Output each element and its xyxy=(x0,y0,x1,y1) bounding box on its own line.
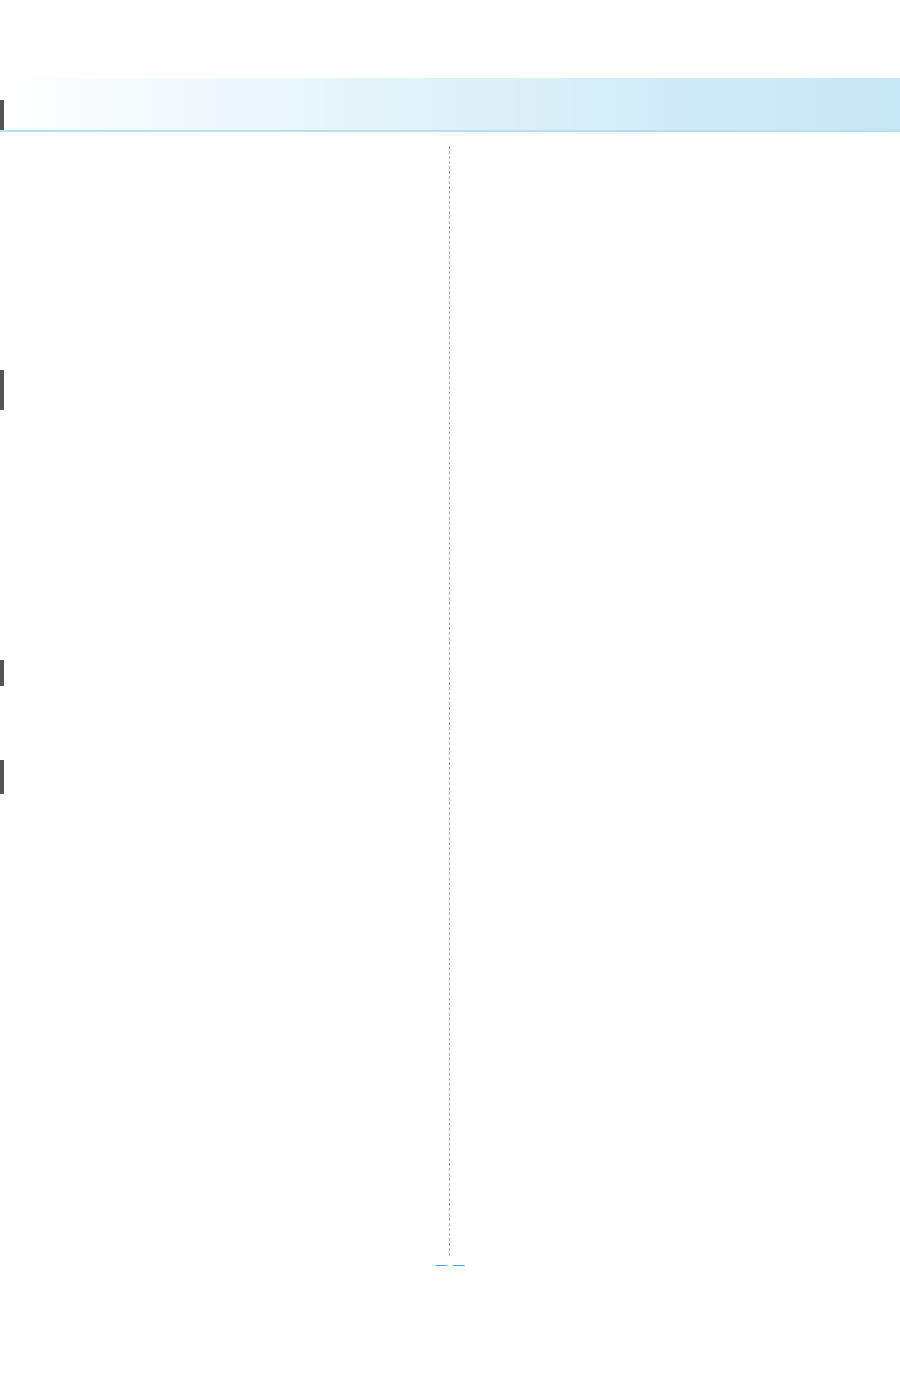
corner-watermark-logo xyxy=(694,1300,894,1386)
page-footer: — — xyxy=(434,1258,466,1273)
header-band xyxy=(0,78,900,132)
running-header xyxy=(854,104,868,120)
column-divider xyxy=(449,146,450,1256)
binding-edge-marks xyxy=(0,100,6,820)
